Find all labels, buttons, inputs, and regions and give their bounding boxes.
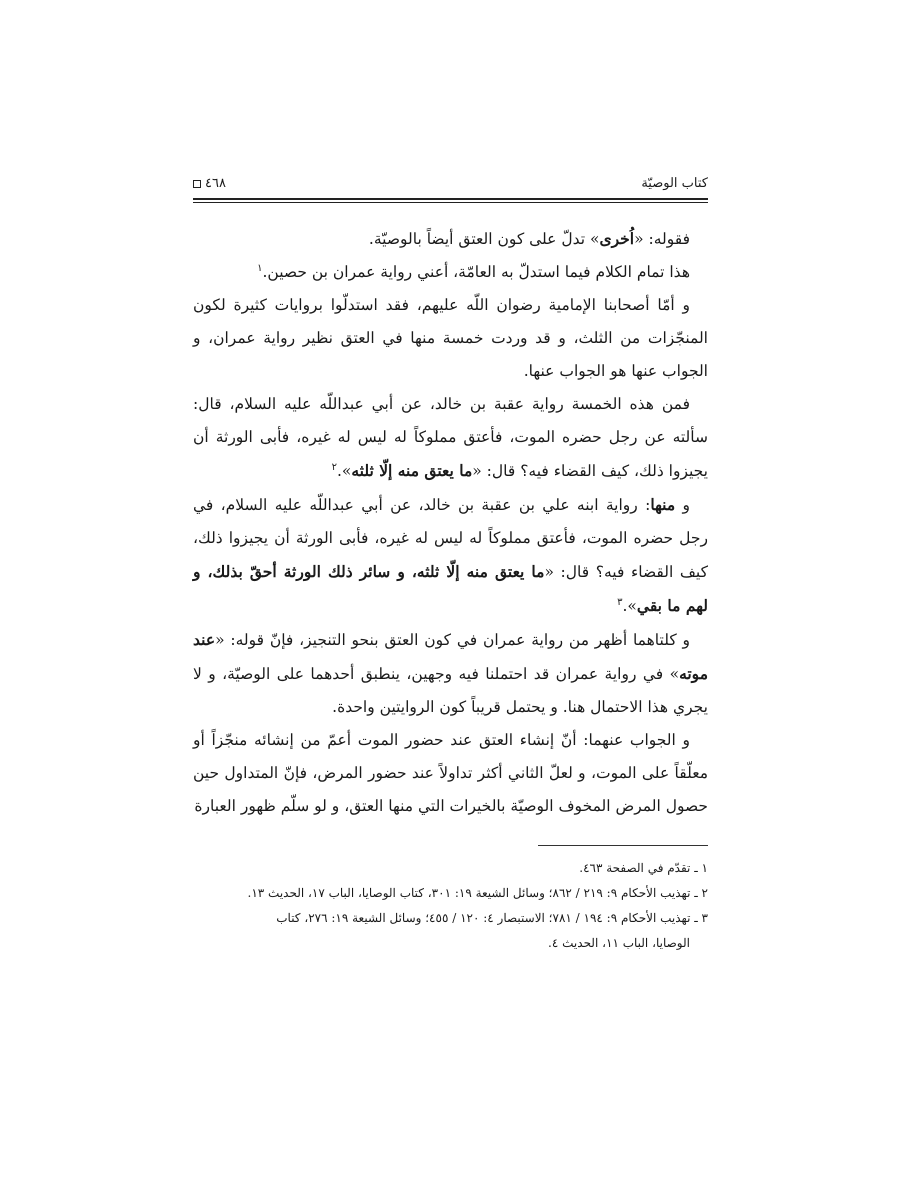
footnote-1: ١ ـ تقدّم في الصفحة ٤٦٣. [579, 861, 708, 875]
header-double-rule [193, 198, 708, 204]
paragraph-6 [193, 623, 708, 724]
footnote-separator [538, 845, 708, 846]
paragraph-7-text: و الجواب عنهما: أنّ إنشاء العتق عند حضور الموت أعمّ من إنشائه منجّزاً أو معلّقاً على الموت، و لعلّ الثاني أكثر تداولاً عند حضور المرض، فإنّ المتداول حين حصول المرض المخوف الوصيّة بالخيرات التي منها العتق، و لو سلّم ظهور العبارة [193, 731, 708, 815]
footnote-marker-2: ٢ [331, 461, 337, 473]
running-header [193, 170, 708, 198]
paragraph-5-lead: و [675, 496, 690, 514]
paragraph-6-rest: » في رواية عمران قد احتملنا فيه وجهين، ينطبق أحدهما على الوصيّة، و لا يجري هذا الاحتمال هنا. و يحتمل قريباً كون الروايتين واحدة. [193, 665, 708, 716]
paragraph-5-text: : رواية ابنه علي بن عقبة بن خالد، عن أبي عبداللّه عليه السلام، في رجل حضره الموت، فأعتق مملوكاً له ليس له غيره، فأبى الورثة أن يجيزوا ذلك، كيف القضاء فيه؟ قال: « [193, 496, 708, 581]
paragraph-3-text: و أمّا أصحابنا الإمامية رضوان اللّه عليهم، فقد استدلّوا بروايات كثيرة لكون المنجّزات من الثلث، و قد وردت خمسة منها في العتق نظير رواية عمران، و الجواب عنها هو الجواب عنها. [193, 296, 708, 380]
footnote-marker-1: ١ [257, 262, 263, 274]
book-title: كتاب الوصيّة [641, 176, 708, 191]
paragraph-3 [193, 289, 708, 388]
paragraph-4 [193, 388, 708, 488]
paragraph-5-bold-lead: منها [650, 495, 676, 514]
paragraph-2-text: هذا تمام الكلام فيما استدلّ به العامّة، أعني رواية عمران بن حصين. [262, 263, 690, 281]
paragraph-6-text: و كلتاهما أظهر من رواية عمران في كون العتق بنحو التنجيز، فإنّ قوله: « [215, 631, 690, 649]
footnote-3-continuation: الوصايا، الباب ١١، الحديث ٤. [548, 936, 690, 950]
paragraph-4-text: فمن هذه الخمسة رواية عقبة بن خالد، عن أبي عبداللّه عليه السلام، قال: سألته عن رجل حضره الموت، فأعتق مملوكاً له ليس له غيره، فأبى الورثة أن يجيزوا ذلك، كيف القضاء فيه؟ قال: « [193, 395, 708, 480]
paragraph-1-rest: » تدلّ على كون العتق أيضاً بالوصيّة. [368, 230, 600, 248]
page-number: ٤٦٨ [205, 176, 226, 191]
paragraph-5 [193, 488, 708, 623]
footnote-marker-3: ٣ [617, 596, 623, 608]
header-rule-thin [193, 202, 708, 203]
paragraph-1-text: فقوله: « [634, 230, 690, 248]
page-number-group [193, 176, 226, 191]
footnotes [193, 856, 708, 956]
paragraph-5-rest: ». [622, 597, 637, 615]
square-icon [193, 180, 201, 188]
paragraph-5-bold: ما يعتق منه إلّا ثلثه، و سائر ذلك الورثة أحقّ بذلك، و لهم ما بقي [193, 562, 708, 615]
paragraph-4-bold: ما يعتق منه إلّا ثلثه [351, 461, 473, 480]
footnote-3: ٣ ـ تهذيب الأحكام ٩: ١٩٤ / ٧٨١؛ الاستبصار ٤: ١٢٠ / ٤٥٥؛ وسائل الشيعة ١٩: ٢٧٦، كتاب [276, 911, 708, 925]
header-rule-thick [193, 198, 708, 200]
footnote-2: ٢ ـ تهذيب الأحكام ٩: ٢١٩ / ٨٦٢؛ وسائل الشيعة ١٩: ٣٠١، كتاب الوصايا، الباب ١٧، الحديث ١٣. [247, 886, 708, 900]
paragraph-4-rest: ». [336, 462, 352, 480]
paragraph-1 [193, 222, 708, 256]
main-text [193, 222, 708, 823]
paragraph-2 [193, 256, 708, 289]
book-page [193, 170, 708, 1050]
paragraph-7 [193, 724, 708, 823]
paragraph-6-bold: عند موته [193, 630, 708, 683]
paragraph-1-bold: اُخرى [599, 229, 635, 248]
